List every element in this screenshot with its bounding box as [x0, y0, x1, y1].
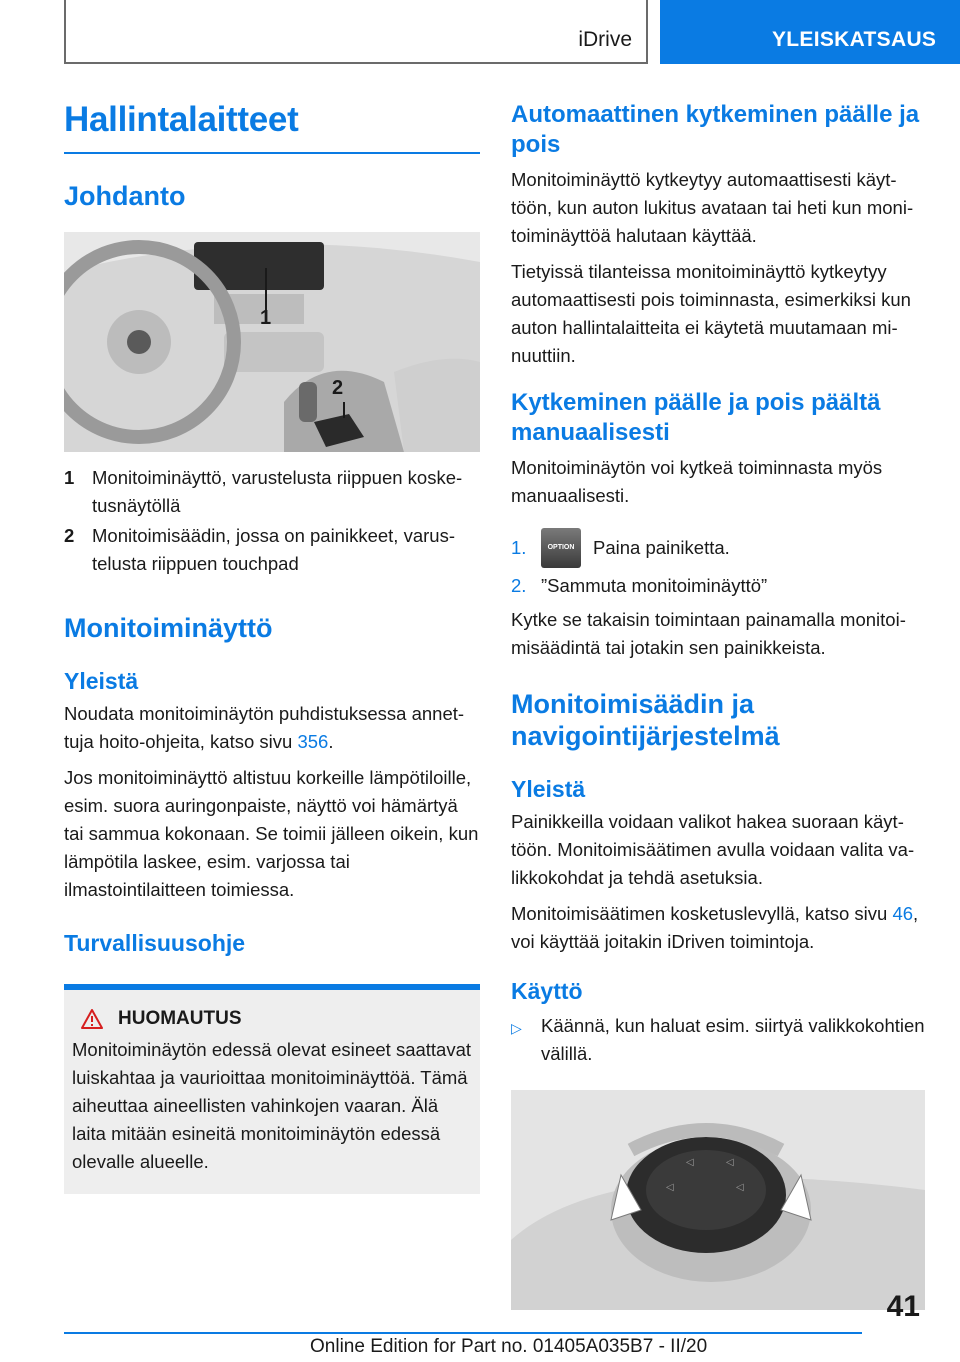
monitor-heading: Monitoiminäyttö: [64, 613, 273, 643]
cockpit-illustration: [64, 232, 480, 452]
page-link-46[interactable]: 46: [892, 903, 914, 924]
usage-bullet-text: Käännä, kun haluat esim. siirtyä valikkokohtien välillä.: [541, 1015, 925, 1064]
svg-text:◁: ◁: [686, 1157, 694, 1168]
right-column: [511, 100, 925, 1310]
auto-paragraph-2: Tietyissä tilanteissa monitoiminäyttö kytkeytyy automaattisesti pois toiminnasta, esimerkiksi kun auton hallintalaitteita ei käytetä muutamaan minuuttiin.: [511, 261, 911, 366]
triangle-bullet-icon: ▷: [511, 1020, 522, 1036]
auto-paragraph-1: Monitoiminäyttö kytkeytyy automaattisesti käyttöön, kun auton lukitus avataan tai heti kun monitoiminäyttöä halutaan käyttää.: [511, 169, 914, 246]
controller-paragraph-1: Painikkeilla voidaan valikot hakea suoraan käyttöön. Monitoimisäätimen avulla voidaan valita valikkokohdat ja tehdä asetuksia.: [511, 811, 915, 888]
step-number: 2.: [511, 575, 527, 596]
legend-number: 1: [64, 467, 75, 488]
step-text: Paina painiketta.: [593, 537, 730, 558]
left-column: [64, 100, 480, 1194]
step-item: [511, 572, 925, 600]
legend-number: 2: [64, 525, 75, 546]
header-chapter-box: [64, 0, 648, 64]
svg-text:◁: ◁: [736, 1182, 744, 1193]
general-paragraph-1: Noudata monitoiminäytön puhdistuksessa annettuja hoito-ohjeita, katso sivu 356.: [64, 703, 465, 752]
notice-header: [72, 1008, 472, 1030]
cockpit-photo: [64, 232, 480, 452]
page-title: Hallintalaitteet: [64, 100, 480, 154]
intro-heading: Johdanto: [64, 181, 186, 211]
controller-paragraph-2: Monitoimisäätimen kosketuslevyllä, katso sivu 46, voi käyttää joitakin iDriven toimintoja.: [511, 903, 919, 952]
safety-heading: Turvallisuusohje: [64, 930, 246, 956]
legend-text: Monitoiminäyttö, varustelusta riippuen kosketusnäytöllä: [92, 467, 463, 516]
usage-heading: Käyttö: [511, 978, 583, 1004]
page-number: 41: [886, 1290, 920, 1323]
manual-heading: Kytkeminen päälle ja pois päältä manuaalisesti: [511, 389, 881, 446]
general-paragraph-2: Jos monitoiminäyttö altistuu korkeille lämpötiloille, esim. suora auringonpaiste, näyttö voi hämärtyä tai sammua kokonaan. Se toimii jälleen oikein, kun lämpötila laskee, esim. varjossa tai ilmastointilaitteen toimiessa.: [64, 767, 479, 900]
step-text: ”Sammuta monitoiminäyttö”: [541, 575, 768, 596]
legend-text: Monitoimisäädin, jossa on painikkeet, varustelusta riippuen touchpad: [92, 525, 455, 574]
notice-box: [64, 984, 480, 1194]
general-heading: Yleistä: [64, 668, 139, 694]
page-link-356[interactable]: 356: [297, 731, 329, 752]
warning-icon: [80, 1008, 104, 1030]
photo-legend: [64, 464, 480, 578]
footer-divider: [64, 1332, 862, 1334]
steps-list: [511, 528, 925, 600]
controller-general-heading: Yleistä: [511, 776, 586, 802]
option-button-icon: OPTION: [541, 528, 581, 568]
notice-label: HUOMAUTUS: [118, 1008, 242, 1029]
footer-edition: Online Edition for Part no. 01405A035B7 - II/20: [310, 1336, 708, 1357]
manual-paragraph: Monitoiminäytön voi kytkeä toiminnasta myös manuaalisesti.: [511, 457, 883, 506]
step-number: 1.: [511, 537, 527, 558]
legend-item: [64, 522, 480, 578]
step-item: [511, 528, 925, 568]
callout-1: 1: [260, 307, 272, 329]
svg-text:◁: ◁: [726, 1157, 734, 1168]
auto-heading: Automaattinen kytkeminen päälle ja pois: [511, 101, 920, 158]
svg-text:◁: ◁: [666, 1182, 674, 1193]
usage-bullet: [511, 1012, 925, 1068]
notice-text: Monitoiminäytön edessä olevat esineet saattavat luiskahtaa ja vaurioittaa monitoiminäyttöä. Tämä aiheuttaa aineellisten vahinkojen vaaran. Älä laita mitään esineitä monitoiminäytön edessä olevalle alueelle.: [72, 1039, 472, 1172]
controller-photo: [511, 1090, 925, 1310]
chapter-label: iDrive: [578, 28, 632, 51]
manual-after-paragraph: Kytke se takaisin toimintaan painamalla monitoimisäädintä tai jotakin sen painikkeista.: [511, 609, 906, 658]
controller-heading: Monitoimisäädin ja navigointijärjestelmä: [511, 689, 780, 751]
callout-2: 2: [332, 377, 344, 399]
header-section-box: [660, 0, 960, 64]
controller-illustration: [511, 1090, 925, 1310]
legend-item: [64, 464, 480, 520]
section-label: YLEISKATSAUS: [772, 28, 937, 51]
